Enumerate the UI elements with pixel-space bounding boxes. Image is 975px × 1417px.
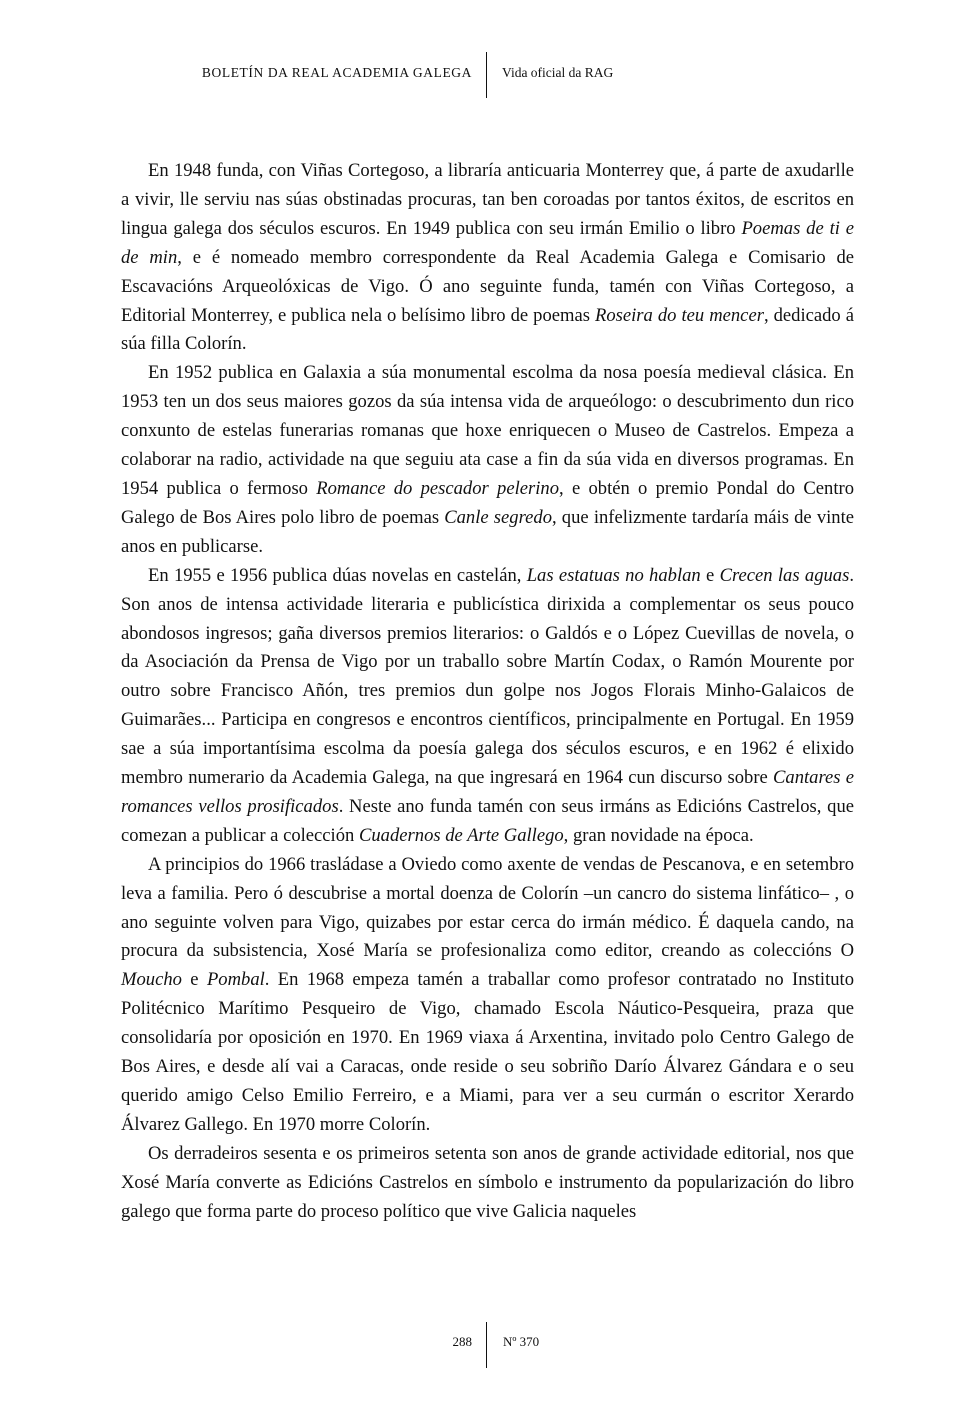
- text-run: En 1955 e 1956 publica dúas novelas en castelán,: [148, 564, 527, 586]
- italic-title: Cantares e romances vellos prosificados: [121, 767, 854, 817]
- text-run: . En 1968 empeza tamén a traballar como profesor contratado no Instituto Politécnico Marítimo Pesqueiro de Vigo, chamado Escola Náutico-Pesqueira, praza que consolidaría por oposición en 1970. En 1969 viaxa á Arxentina, invitado polo Centro Galego de Bos Aires, e desde alí vai a Caracas, onde reside o seu sobriño Darío Álvarez Gándara e o seu querido amigo Celso Emilio Ferreiro, e a Miami, para ver a seu curmán o escritor Xerardo Álvarez Gallego. En 1970 morre Colorín.: [121, 969, 854, 1135]
- text-run: , dedicado á súa filla Colorín.: [121, 304, 854, 355]
- italic-title: Crecen las aguas: [719, 564, 850, 586]
- header-divider: [486, 52, 487, 98]
- italic-title: Pombal: [206, 969, 265, 991]
- italic-title: Roseira do teu mencer: [594, 304, 764, 326]
- paragraph: [121, 157, 854, 359]
- running-footer: [0, 1322, 975, 1370]
- paragraph: [121, 359, 854, 561]
- text-run: En 1952 publica en Galaxia a súa monumental escolma da nosa poesía medieval clásica. En 1953 ten un dos seus maiores gozos da súa intensa vida de arqueólogo: o descubrimento dun rico conxunto de estelas funerarias romanas que hoxe enriquecen o Museo de Castrelos. Empeza a colaborar na radio, actividade na que seguiu ata case a fin da súa vida en diversos programas. En 1954 publica o fermoso: [121, 362, 854, 499]
- text-run: Os derradeiros sesenta e os primeiros setenta son anos de grande actividade editorial, nos que Xosé María converte as Edicións Castrelos en símbolo e instrumento da popularización do libro galego que forma parte do proceso político que vive Galicia naqueles: [121, 1142, 854, 1222]
- text-run: , que infelizmente tardaría máis de vinte anos en publicarse.: [121, 506, 854, 557]
- text-run: . Neste ano funda tamén con seus irmáns as Edicións Castrelos, que comezan a publicar a colección: [121, 795, 854, 846]
- footer-divider: [486, 1322, 487, 1368]
- text-run: . Son anos de intensa actividade literaria e publicística dirixida a complementar os seus pouco abondosos ingresos; gaña diversos premios literarios: o Galdós e o López Cuevillas de novela, o da Asociación da Prensa de Vigo por un traballo sobre Martín Codax, o Ramón Mourente por outro sobre Francisco Añón, tres premios dun golpe nos Jogos Florais Minho-Galaicos de Guimarães... Participa en congresos e encontros científicos, principalmente en Portugal. En 1959 sae a súa importantísima escolma da poesía galega dos séculos escuros, e en 1962 é elixido membro numerario da Academia Galega, na que ingresará en 1964 cun discurso sobre: [121, 564, 854, 789]
- page-number: 288: [452, 1334, 472, 1349]
- section-title: Vida oficial da RAG: [502, 65, 614, 80]
- paragraph: [121, 851, 854, 1140]
- text-run: En 1948 funda, con Viñas Cortegoso, a libraría anticuaria Monterrey que, á parte de axudarlle a vivir, lle serviu nas súas obstinadas procuras, tan ben coroadas por tantos éxitos, de escritos en lingua galega dos séculos escuros. En 1949 publica con seu irmán Emilio o libro: [121, 160, 854, 239]
- italic-title: Poemas de ti e de min: [121, 217, 854, 268]
- text-run: e: [700, 564, 720, 586]
- text-run: , e é nomeado membro correspondente da Real Academia Galega e Comisario de Escavacións Arqueolóxicas de Vigo. Ó ano seguinte funda, tamén con Viñas Cortegoso, a Editorial Monterrey, e publica nela o belísimo libro de poemas: [121, 246, 854, 326]
- text-run: , gran novidade na época.: [563, 824, 754, 846]
- paragraph: [121, 562, 854, 851]
- italic-title: Canle segredo: [444, 506, 552, 528]
- paragraph: [121, 1140, 854, 1227]
- italic-title: Romance do pescador pelerino: [316, 477, 560, 499]
- body-text: [121, 157, 854, 1227]
- text-run: A principios do 1966 trasládase a Oviedo como axente de vendas de Pescanova, e en setembro leva a familia. Pero ó descubrise a mortal doenza de Colorín –un cancro do sistema linfático– , o ano seguinte volven para Vigo, quizabes por estar cerca do irmán médico. É daquela cando, na procura da subsistencia, Xosé María se profesionaliza como editor, creando as coleccións O: [121, 853, 854, 962]
- text-run: , e obtén o premio Pondal do Centro Galego de Bos Aires polo libro de poemas: [121, 477, 854, 528]
- journal-title: BOLETÍN DA REAL ACADEMIA GALEGA: [201, 65, 472, 80]
- issue-number: Nº 370: [503, 1334, 540, 1349]
- text-run: e: [181, 969, 207, 991]
- italic-title: Las estatuas no hablan: [526, 564, 701, 586]
- italic-title: Moucho: [121, 969, 182, 991]
- italic-title: Cuadernos de Arte Gallego: [358, 824, 564, 846]
- running-header: [0, 50, 975, 100]
